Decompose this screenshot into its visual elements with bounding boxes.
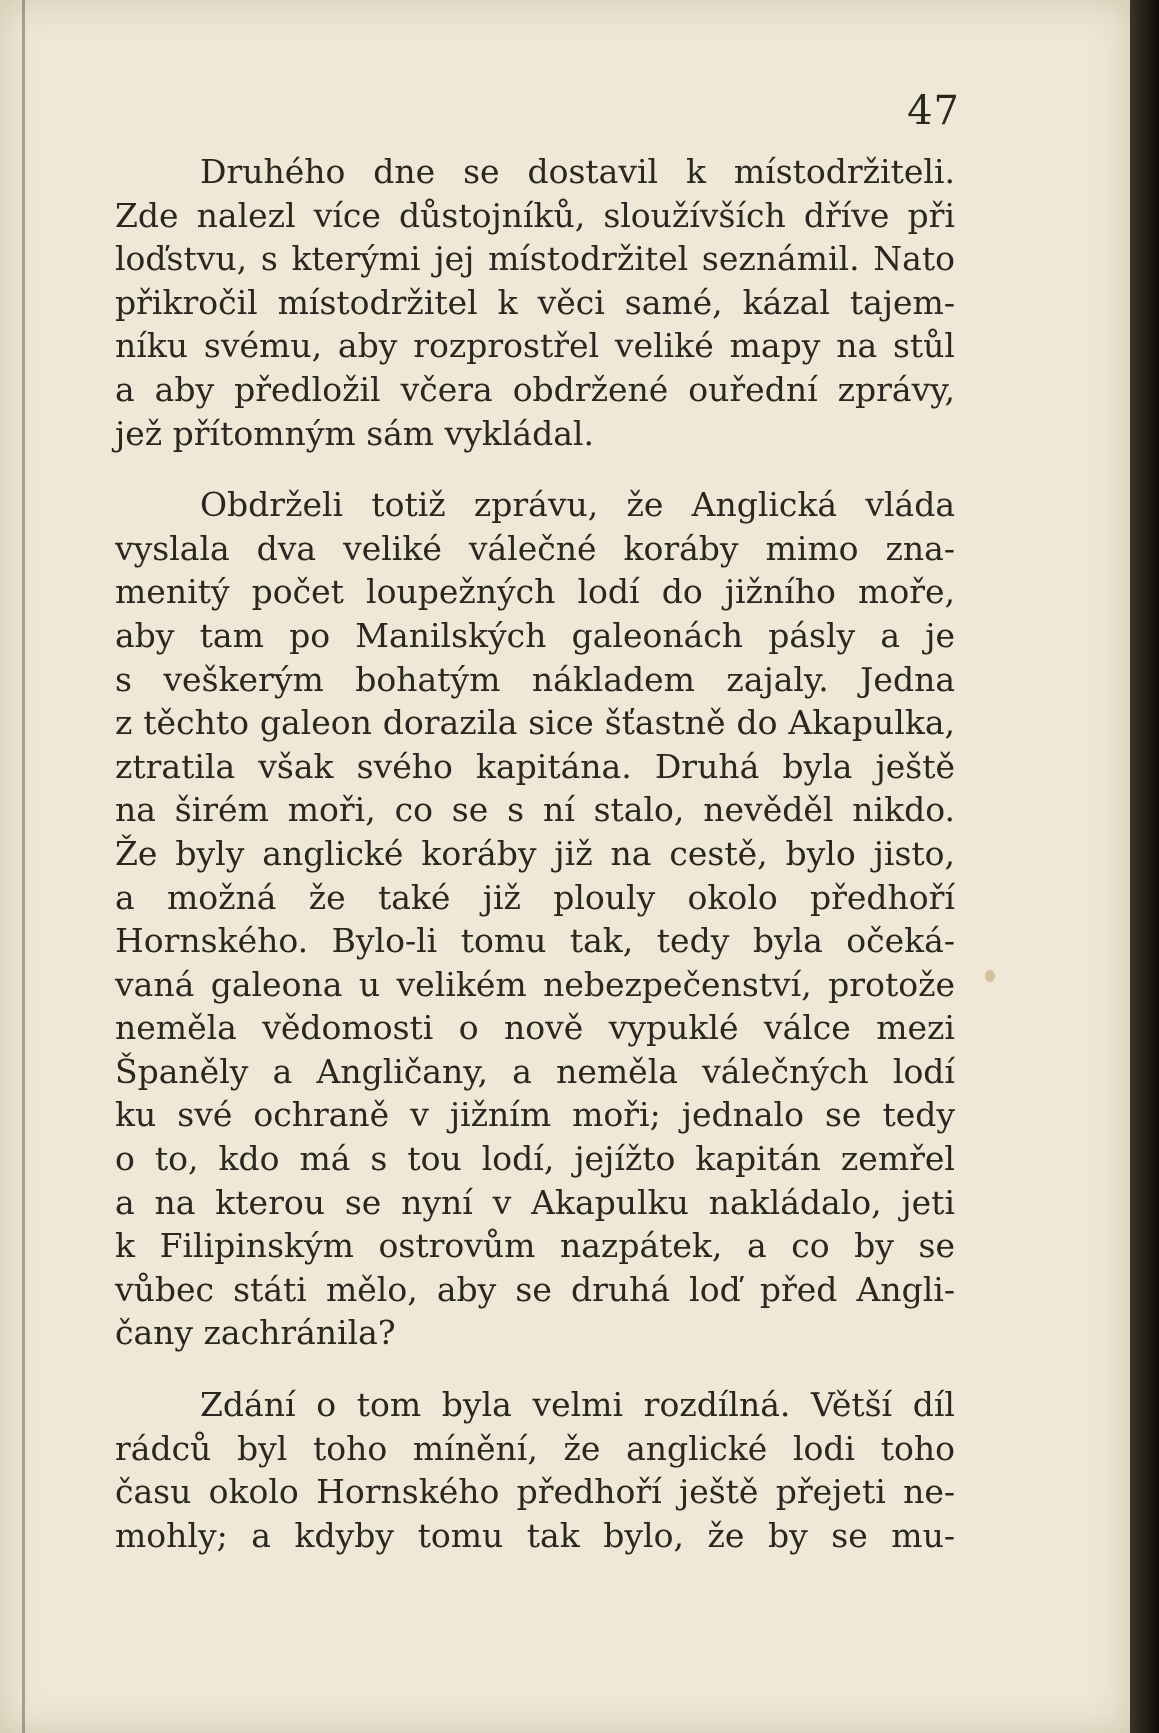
text-line: vaná galeona u velikém nebezpečenství, protože [115,964,955,1004]
text-line: loďstvu, s kterými jej místodržitel seznámil. Nato [115,239,955,279]
text-line: vůbec státi mělo, aby se druhá loď před Angli- [115,1269,955,1309]
text-line: a možná že také již plouly okolo předhoří [115,877,955,917]
book-edge-shadow [1130,0,1159,1733]
paragraph-3 [115,1383,955,1557]
text-line: Obdrželi totiž zprávu, že Anglická vláda [200,485,955,525]
text-line: Hornského. Bylo-li tomu tak, tedy byla očeká- [115,921,955,961]
text-line: času okolo Hornského předhoří ještě přejeti ne- [115,1472,955,1512]
text-line: Druhého dne se dostavil k místodržiteli. [200,152,955,191]
paper-stain [985,970,995,982]
text-line: jež přítomným sám vykládal. [115,413,594,453]
body-text [115,150,955,1557]
text-line: ztratila však svého kapitána. Druhá byla ještě [115,746,955,786]
paragraph-1 [115,150,955,455]
text-line: Španěly a Angličany, a neměla válečných lodí [115,1051,955,1091]
text-line: Zde nalezl více důstojníků, sloužívších dříve při [115,195,955,235]
binding-edge [22,0,25,1733]
text-line: k Filipinským ostrovům nazpátek, a co by se [115,1226,955,1266]
page-number: 47 [907,88,960,134]
text-line: na širém moři, co se s ní stalo, nevěděl nikdo. [115,790,955,830]
text-line: menitý počet loupežných lodí do jižního moře, [115,572,955,612]
text-line: vyslala dva veliké válečné koráby mimo zna- [115,528,955,568]
text-line: neměla vědomosti o nově vypuklé válce mezi [115,1008,955,1048]
text-line: aby tam po Manilských galeonách pásly a je [115,615,955,655]
text-line: Že byly anglické koráby již na cestě, bylo jisto, [115,833,955,873]
text-line: o to, kdo má s tou lodí, jejížto kapitán zemřel [115,1139,955,1179]
text-line: Zdání o tom byla velmi rozdílná. Větší díl [200,1385,955,1425]
text-line: přikročil místodržitel k věci samé, kázal tajem- [115,282,955,322]
paragraph-2 [115,483,955,1355]
text-line: a aby předložil včera obdržené ouřední zprávy, [115,369,955,409]
text-line: níku svému, aby rozprostřel veliké mapy na stůl [115,326,955,366]
text-line: čany zachránila? [115,1313,396,1353]
text-line: rádců byl toho mínění, že anglické lodi toho [115,1428,955,1468]
text-line: ku své ochraně v jižním moři; jednalo se tedy [115,1095,955,1135]
text-line: a na kterou se nyní v Akapulku nakládalo, jeti [115,1182,955,1222]
text-line: mohly; a kdyby tomu tak bylo, že by se mu- [115,1515,955,1555]
text-line: z těchto galeon dorazila sice šťastně do Akapulka, [115,703,955,743]
text-line: s veškerým bohatým nákladem zajaly. Jedna [115,659,955,699]
